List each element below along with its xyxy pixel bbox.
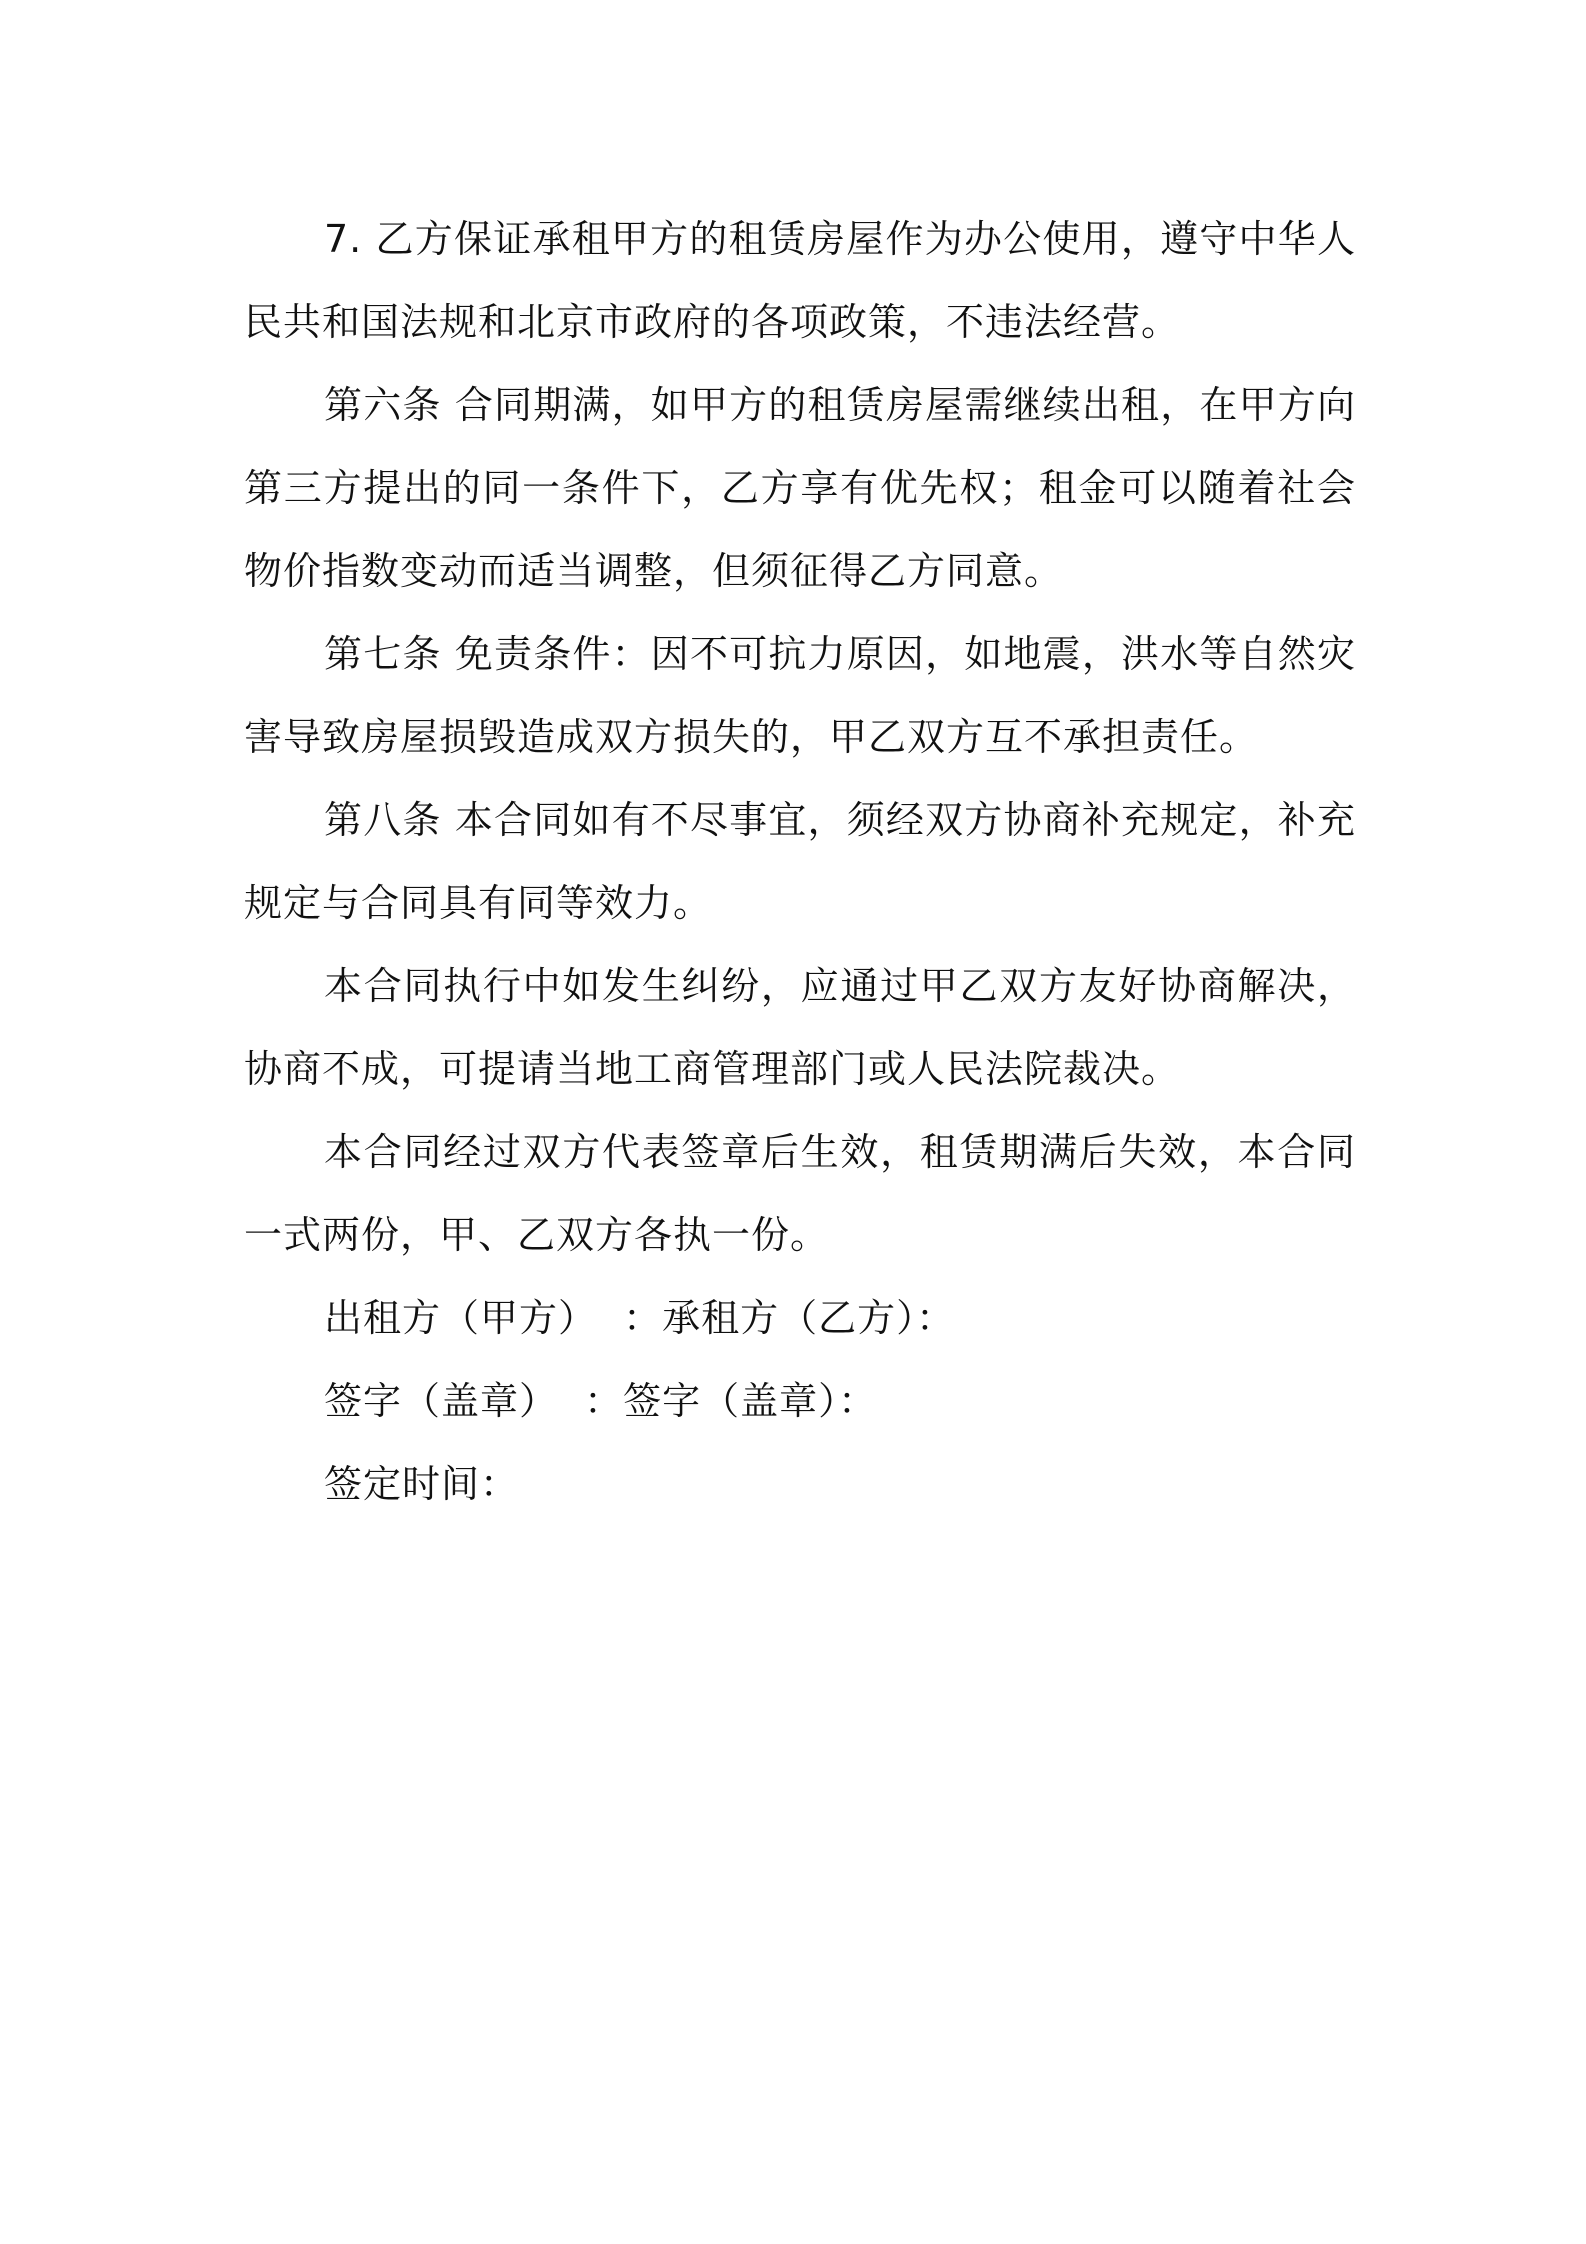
document-body xyxy=(244,198,1356,1526)
article-six-paragraph: 第六条 合同期满，如甲方的租赁房屋需继续出租，在甲方向第三方提出的同一条件下，乙方享有优先权；租金可以随着社会物价指数变动而适当调整，但须征得乙方同意。 xyxy=(244,383,1356,593)
clause-paragraph-7: 7. 乙方保证承租甲方的租赁房屋作为办公使用，遵守中华人民共和国法规和北京市政府的各项政策，不违法经营。 xyxy=(244,217,1356,344)
signing-date-line: 签定时间： xyxy=(324,1462,520,1506)
party-names-line: 出租方（甲方） ：承租方（乙方）： xyxy=(324,1296,956,1340)
article-seven-paragraph: 第七条 免责条件：因不可抗力原因，如地震，洪水等自然灾害导致房屋损毁造成双方损失的，甲乙双方互不承担责任。 xyxy=(244,632,1356,759)
signature-stamp-line: 签字（盖章） ：签字（盖章）： xyxy=(324,1379,878,1423)
effectiveness-paragraph: 本合同经过双方代表签章后生效，租赁期满后失效，本合同一式两份，甲、乙双方各执一份。 xyxy=(244,1130,1356,1257)
dispute-resolution-paragraph: 本合同执行中如发生纠纷，应通过甲乙双方友好协商解决，协商不成，可提请当地工商管理部门或人民法院裁决。 xyxy=(244,964,1356,1091)
article-eight-paragraph: 第八条 本合同如有不尽事宜，须经双方协商补充规定，补充规定与合同具有同等效力。 xyxy=(244,798,1356,925)
